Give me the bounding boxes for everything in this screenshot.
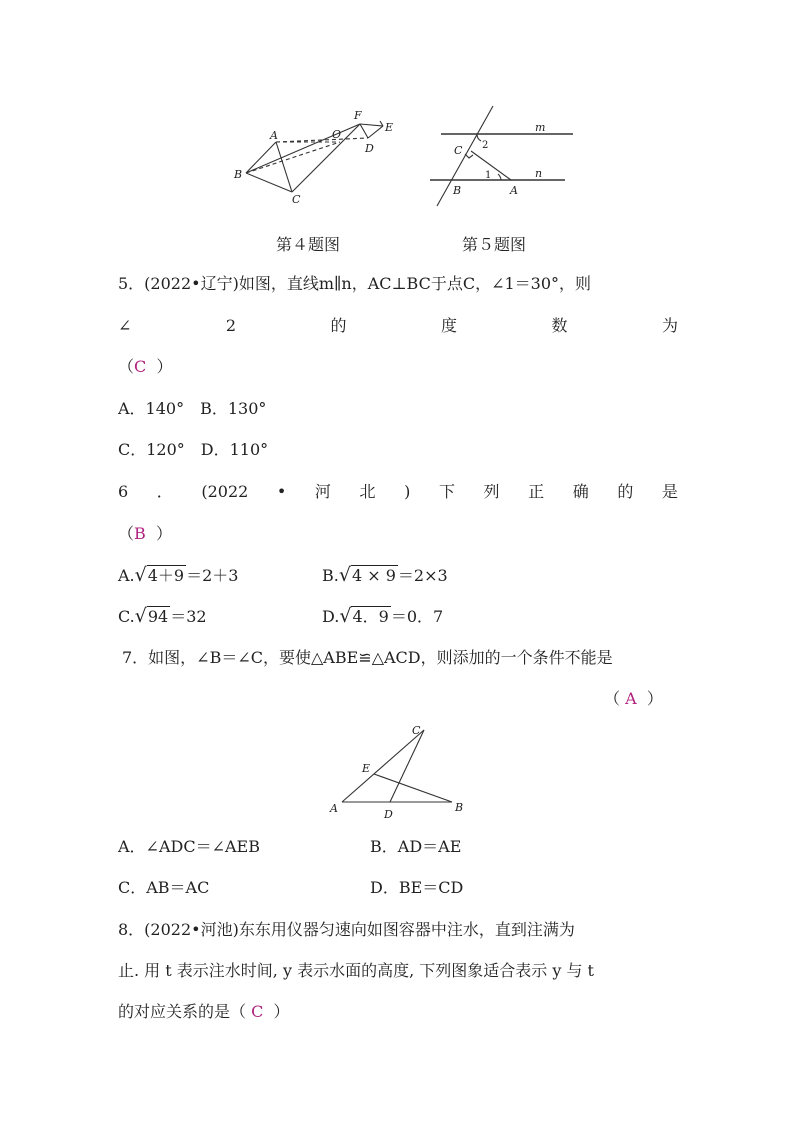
q5-s5: 数	[551, 316, 568, 335]
fig7-label-E: E	[362, 762, 371, 775]
q6-p2: (2022	[201, 482, 249, 501]
fig4-label-O: O	[332, 128, 342, 141]
q6-option-d	[322, 606, 443, 627]
q8-line1: 8．(2022•河池)东东用仪器匀速向如图容器中注水，直到注满为	[118, 920, 575, 939]
q5-options-row2: C．120° D．110°	[118, 440, 269, 459]
q6-a-radicand: 4＋9	[147, 566, 185, 585]
q5-s1: ∠	[118, 316, 132, 335]
sqrt-sign-icon: √	[134, 564, 147, 586]
fig5-label-n: n	[535, 167, 543, 180]
fig5-label-B: B	[453, 184, 462, 197]
fig5-label-2: 2	[482, 140, 489, 151]
figure-4	[228, 100, 408, 205]
q8-line3-pre: 的对应关系的是（	[118, 1002, 247, 1021]
fig4-label-D: D	[365, 142, 374, 155]
q6-a-rest: ＝2＋3	[186, 566, 239, 585]
q5-options-row1: A．140° B．130°	[118, 399, 267, 418]
q5-paren-close: ）	[156, 357, 173, 376]
q7-answer: A	[625, 689, 637, 708]
q5-s3: 的	[330, 316, 347, 335]
sqrt-sign-icon: √	[134, 605, 147, 627]
q5-s4: 度	[441, 316, 458, 335]
q8-answer: C	[251, 1002, 264, 1021]
q6-d-label: D.	[322, 607, 340, 626]
q6-d-radicand: 4．9	[352, 607, 389, 626]
fig4-caption: 第４题图	[276, 235, 341, 254]
figure-7	[328, 718, 473, 823]
q6-p9: 正	[528, 482, 545, 501]
q6-p7: 下	[438, 482, 455, 501]
q6-answer-line	[118, 524, 172, 544]
q7-option-b: B．AD＝AE	[370, 837, 462, 856]
fig5-label-m: m	[535, 121, 546, 134]
q8-line3	[118, 1002, 290, 1022]
q5-s6: 为	[661, 316, 678, 335]
fig4-label-E: E	[385, 121, 394, 134]
q5-answer-line	[118, 357, 172, 377]
q7-option-c: C．AB＝AC	[118, 878, 210, 897]
fig5-label-C: C	[454, 144, 463, 157]
fig5-label-1: 1	[485, 170, 492, 181]
q6-paren-open: （	[118, 524, 135, 543]
q6-a-label: A.	[118, 566, 135, 585]
q6-p8: 列	[483, 482, 500, 501]
q7-paren-close: ）	[646, 689, 663, 708]
q6-p11: 的	[617, 482, 634, 501]
q6-p5: 北	[359, 482, 376, 501]
q6-p1: ．	[156, 482, 173, 501]
sqrt-sign-icon: √	[338, 564, 351, 586]
fig7-label-D: D	[384, 808, 393, 821]
q6-b-label: B.	[322, 566, 339, 585]
q6-option-b	[322, 565, 448, 586]
fig4-label-F: F	[354, 109, 362, 122]
q6-c-label: C.	[118, 607, 135, 626]
q6-b-radicand: 4 × 9	[351, 566, 396, 585]
q6-p12: 是	[661, 482, 678, 501]
q8-line3-post: ）	[273, 1002, 290, 1021]
q6-p10: 确	[572, 482, 589, 501]
q6-option-a	[118, 565, 239, 586]
q6-answer: B	[134, 524, 146, 543]
q7-answer-line	[604, 689, 663, 709]
q7-option-d: D．BE＝CD	[370, 878, 464, 897]
q6-d-rest: ＝0．7	[390, 607, 444, 626]
figure-5	[425, 100, 580, 210]
q6-b-rest: ＝2×3	[397, 566, 448, 585]
q6-paren-close: ）	[155, 524, 172, 543]
sqrt-sign-icon: √	[339, 605, 352, 627]
q6-c-rest: ＝32	[170, 607, 207, 626]
q6-p4: 河	[314, 482, 331, 501]
q7-option-a: A．∠ADC＝∠AEB	[118, 837, 260, 856]
q6-c-radicand: 94	[147, 607, 169, 626]
q6-p3: •	[276, 482, 287, 501]
q5-s2: 2	[225, 316, 237, 335]
q8-line2: 止. 用 t 表示注水时间, y 表示水面的高度, 下列图象适合表示 y 与 t	[118, 961, 594, 980]
q6-option-c	[118, 606, 207, 627]
q6-stem	[118, 482, 678, 502]
fig5-caption: 第５题图	[462, 235, 527, 254]
q7-paren-open: （	[604, 689, 621, 708]
q7-stem: 7．如图，∠B＝∠C，要使△ABE≌△ACD，则添加的一个条件不能是	[122, 648, 613, 667]
fig4-label-B: B	[234, 168, 243, 181]
q6-p6: )	[404, 482, 411, 501]
fig4-label-A: A	[270, 129, 278, 142]
q6-p0: 6	[118, 482, 129, 501]
q5-answer: C	[134, 357, 147, 376]
q5-stem-line2	[118, 316, 678, 336]
fig4-label-C: C	[292, 193, 301, 205]
fig5-label-A: A	[510, 184, 518, 197]
q5-paren-open: （	[118, 357, 135, 376]
fig7-label-B: B	[455, 801, 464, 814]
q5-stem: 5．(2022•辽宁)如图，直线m∥n，AC⊥BC于点C，∠1＝30°，则	[118, 274, 592, 293]
fig7-label-A: A	[330, 802, 338, 815]
fig7-label-C: C	[412, 724, 421, 737]
